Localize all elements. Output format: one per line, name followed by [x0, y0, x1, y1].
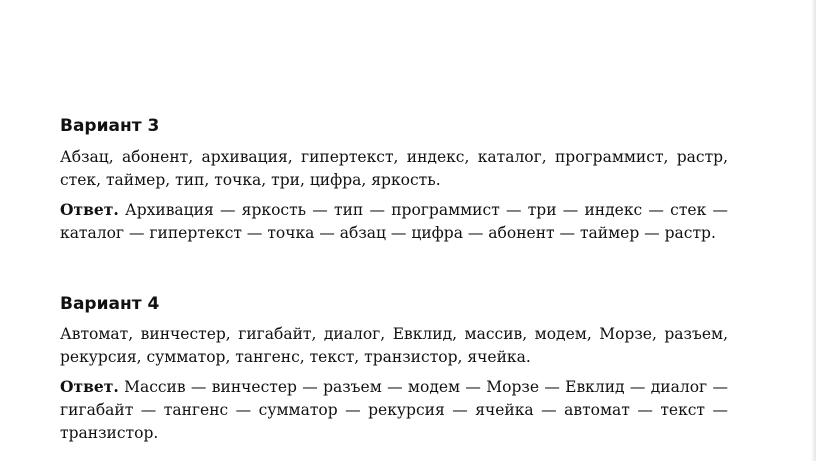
variant-3-title: Вариант 3 [60, 116, 160, 136]
variant-3-answer-label: Ответ. [60, 200, 119, 219]
variant-4-words: Автомат, винчестер, гигабайт, диалог, Евклид, массив, модем, Морзе, разъем, рекурсия, сумматор, тангенс, текст, транзистор, ячейка. [60, 325, 728, 366]
variant-4-title: Вариант 4 [60, 294, 160, 314]
variant-3-words: Абзац, абонент, архивация, гипертекст, индекс, каталог, программист, растр, стек, таймер, тип, точка, три, цифра, яркость. [60, 148, 728, 189]
page-edge-shadow [811, 0, 816, 461]
variant-4-answer [60, 375, 728, 445]
variant-4-answer-label: Ответ. [60, 377, 119, 396]
variant-3-answer [60, 198, 728, 245]
variant-4-answer-text: Массив — винчестер — разъем — модем — Морзе — Евклид — диалог — гигабайт — тангенс — сумматор — рекурсия — ячейка — автомат — текст — транзистор. [60, 378, 728, 442]
variant-3-answer-text: Архивация — яркость — тип — программист — три — индекс — стек — каталог — гипертекст — точка — абзац — цифра — абонент — таймер — растр. [60, 201, 728, 242]
